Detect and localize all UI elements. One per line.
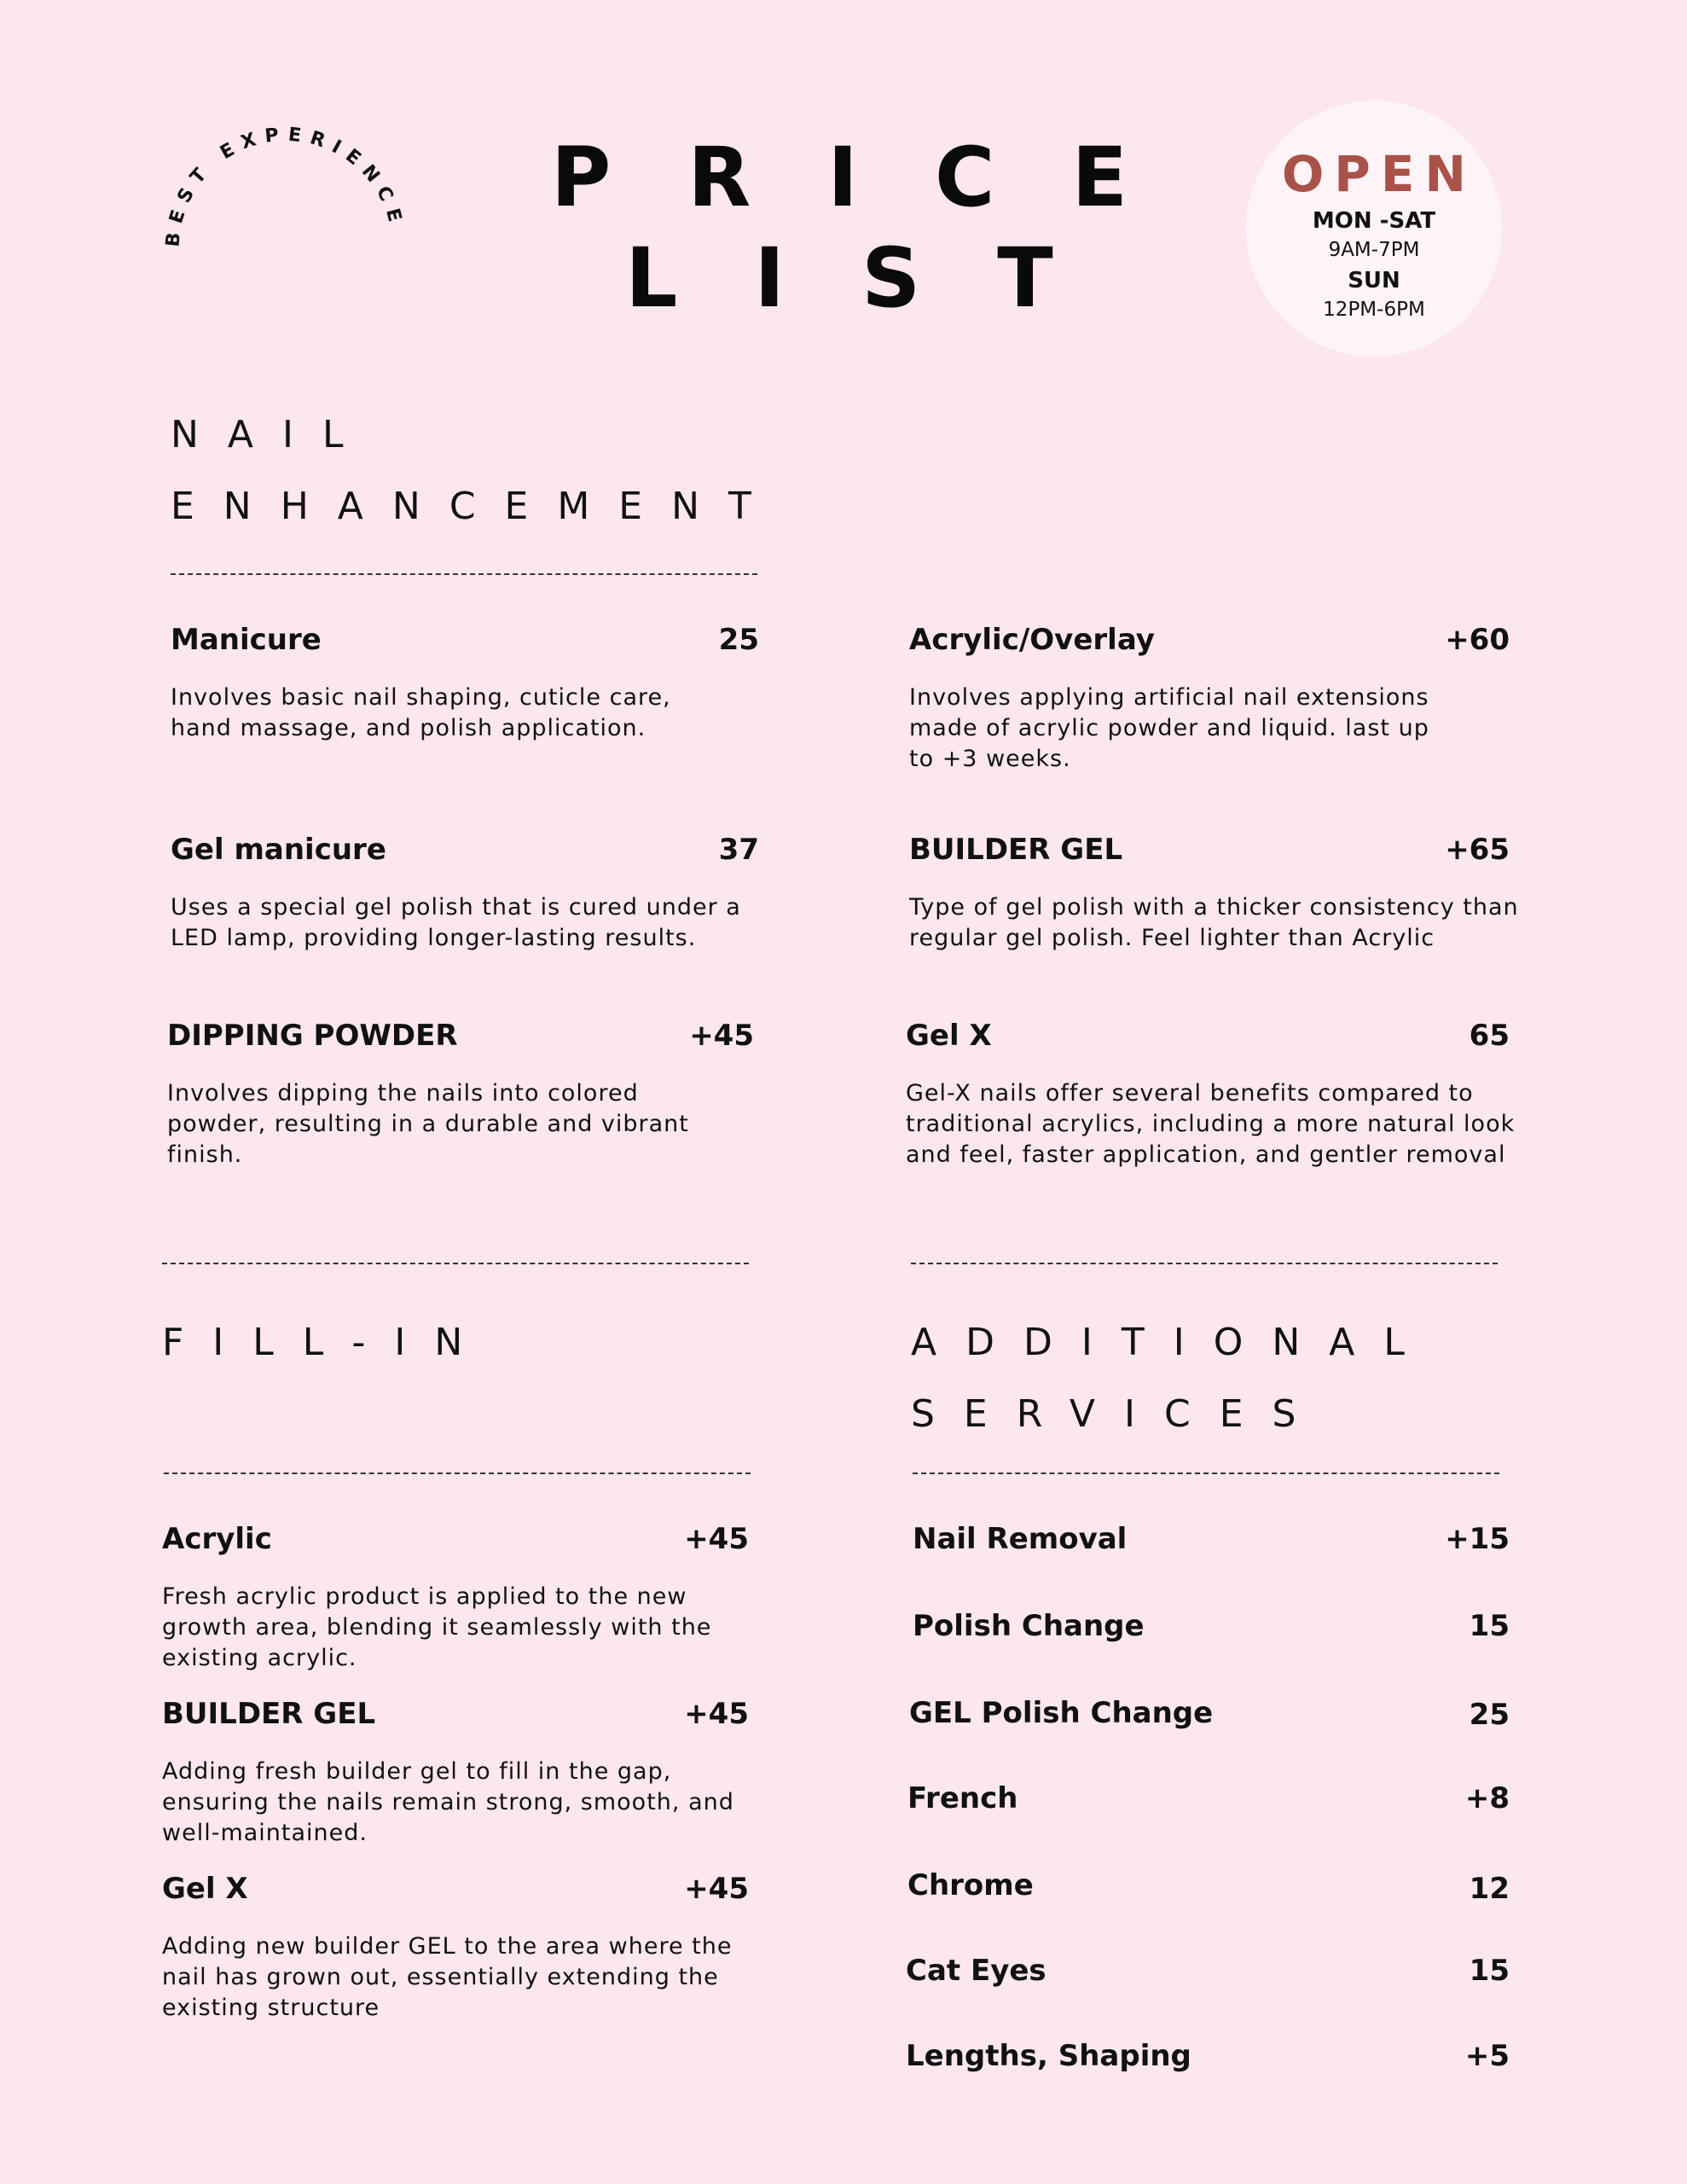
divider <box>162 1263 749 1264</box>
service-price: 15 <box>1469 1609 1510 1643</box>
service-description: Involves applying artificial nail extensions made of acrylic powder and liquid. last up to +3 weeks. <box>909 684 1429 772</box>
service-description: Type of gel polish with a thicker consistency than regular gel polish. Feel lighter than Acrylic <box>909 894 1519 951</box>
service-name: Acrylic/Overlay <box>909 623 1155 657</box>
service-name: BUILDER GEL <box>162 1697 376 1731</box>
service-price: 15 <box>1469 1954 1510 1988</box>
open-heading: OPEN <box>1282 145 1476 203</box>
service-name: Polish Change <box>913 1609 1145 1643</box>
open-hours-badge <box>1246 101 1502 357</box>
service-price: +45 <box>684 1697 749 1731</box>
service-name: Gel manicure <box>171 833 386 867</box>
section-heading-fill-in: FILL-IN <box>162 1321 492 1364</box>
hours-days-sunday: SUN <box>1348 268 1400 293</box>
service-price: +45 <box>689 1019 754 1053</box>
service-description: Gel-X nails offer several benefits compared to traditional acrylics, including a more natural look and feel, faster application, and gentler removal <box>906 1080 1516 1168</box>
section-heading-enhancement: ENHANCEMENT <box>171 485 780 528</box>
service-price: 12 <box>1469 1872 1510 1906</box>
service-price: +5 <box>1464 2039 1510 2073</box>
service-price: +65 <box>1445 833 1510 867</box>
section-heading-nail: NAIL <box>171 413 373 456</box>
service-name: French <box>907 1781 1018 1815</box>
price-title: PRICE <box>550 130 1205 225</box>
service-name: BUILDER GEL <box>909 833 1123 867</box>
service-price: 37 <box>718 833 759 867</box>
service-description: Adding fresh builder gel to fill in the gap, ensuring the nails remain strong, smooth, and well-maintained. <box>162 1758 734 1846</box>
service-name: GEL Polish Change <box>909 1696 1214 1730</box>
service-name: Nail Removal <box>913 1522 1128 1556</box>
service-price: +45 <box>684 1522 749 1556</box>
divider <box>911 1263 1498 1264</box>
service-description: Involves dipping the nails into colored powder, resulting in a durable and vibrant finish. <box>167 1080 689 1168</box>
service-name: Cat Eyes <box>906 1954 1046 1988</box>
service-name: DIPPING POWDER <box>167 1019 458 1053</box>
service-name: Gel X <box>906 1019 992 1053</box>
service-price: 65 <box>1469 1019 1510 1053</box>
service-name: Chrome <box>907 1868 1034 1902</box>
service-name: Gel X <box>162 1872 248 1906</box>
service-name: Acrylic <box>162 1522 272 1556</box>
section-heading-services: SERVICES <box>911 1392 1325 1436</box>
divider <box>164 1472 751 1474</box>
service-description: Uses a special gel polish that is cured under a LED lamp, providing longer-lasting results. <box>171 894 741 951</box>
hours-time-sunday: 12PM-6PM <box>1323 299 1425 321</box>
section-heading-additional: ADDITIONAL <box>911 1321 1434 1364</box>
hours-time-weekday: 9AM-7PM <box>1328 239 1420 261</box>
service-description: Fresh acrylic product is applied to the new growth area, blending it seamlessly with the existing acrylic. <box>162 1583 712 1671</box>
list-title: LIST <box>625 230 1130 326</box>
service-price: +45 <box>684 1872 749 1906</box>
service-name: Manicure <box>171 623 322 657</box>
service-description: Adding new builder GEL to the area where the nail has grown out, essentially extending the existing structure <box>162 1933 733 2021</box>
service-price: 25 <box>718 623 759 657</box>
service-description: Involves basic nail shaping, cuticle care, hand massage, and polish application. <box>171 684 671 741</box>
service-price: +60 <box>1445 623 1510 657</box>
service-price: +15 <box>1445 1522 1510 1556</box>
service-price: +8 <box>1464 1781 1510 1815</box>
divider <box>171 573 757 575</box>
service-price: 25 <box>1469 1698 1510 1732</box>
service-name: Lengths, Shaping <box>906 2039 1191 2073</box>
divider <box>913 1472 1499 1474</box>
hours-days-weekday: MON -SAT <box>1312 208 1436 234</box>
arc-text: BEST EXPERIENCE <box>162 124 408 248</box>
